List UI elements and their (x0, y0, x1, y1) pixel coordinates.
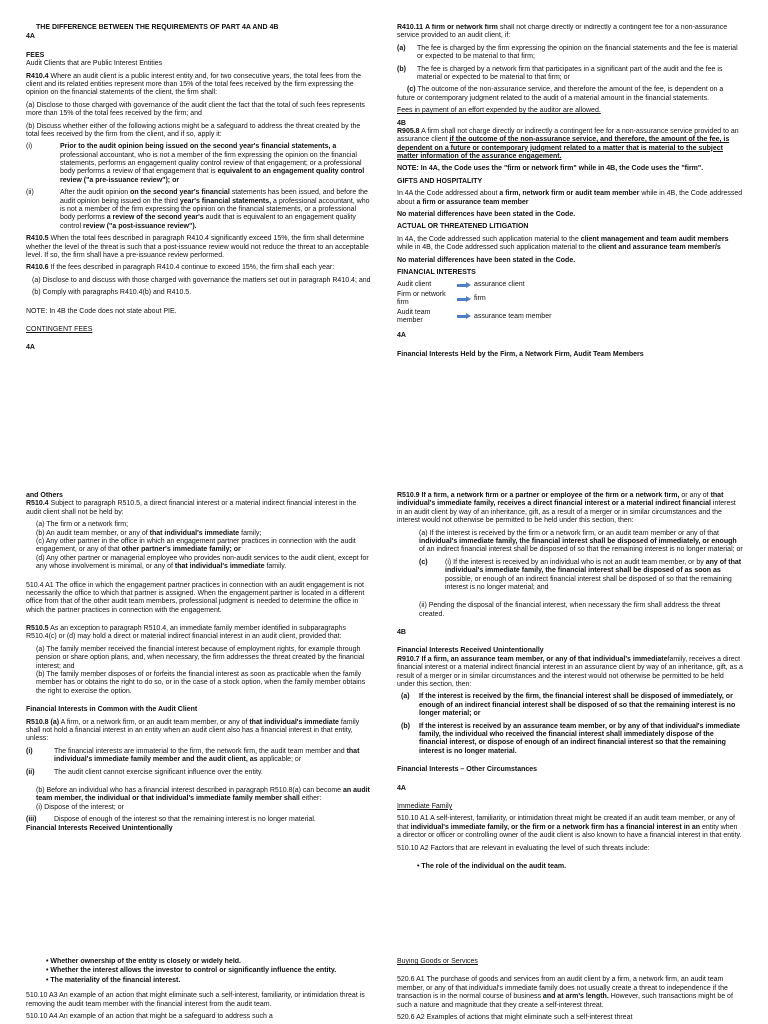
right-arrow-icon (457, 296, 471, 303)
doc-title: THE DIFFERENCE BETWEEN THE REQUIREMENTS OF PART 4A AND 4B (36, 24, 279, 31)
right-arrow-icon (457, 282, 471, 289)
para-r5104: R510.4 Subject to paragraph R510.5, a direct financial interest or a material indirect financial interest in the audit client shall not be held by: (26, 500, 357, 516)
para-5104-a1: 510.4 A1 The office in which the engagement partner practices in connection with an audit engagement is not necessarily the office to which that partner is assigned. When the engagement partner is located in a different office from that of the other audit team members, professional judgment is needed to determine the office in which the partner practices in connection with the engagement. (26, 581, 365, 614)
tag-4b: 4B (397, 119, 406, 127)
sub-item-ii: (ii) After the audit opinion on the second year's financial statements has been issued, and before the audit opinion being issued on the third year's financial statements, a professional accountant, who is not a member of the firm expressing the opinion on the financial statements, or a professional body performs a review of the second year's audit that is equivalent to an engagement quality control review ("a post-issuance review"). (26, 189, 370, 230)
para-r5108: R510.8 (a) A firm, or a network firm, or an audit team member, or any of that individual's immediate family shall not hold a financial interest in an entity when an audit client also has a financial interest in that entity, unless: (26, 718, 360, 743)
tag-4b-2: 4B (397, 629, 406, 637)
immediate-family-heading: Immediate Family (397, 802, 453, 810)
para-r5105: R510.5 As an exception to paragraph R510.4, an immediate family member identified in subparagraphs R510.4(c) or (d) may hold a direct or material indirect financial interest in an audit client, provided that: (26, 625, 346, 641)
r5108-iii: (iii) Dispose of enough of the interest so that the remaining interest is no longer material. (26, 816, 316, 824)
term-map-row: Firm or network firm firm (397, 290, 486, 307)
r5104-b: (b) An audit team member, or any of that individual's immediate family; (36, 529, 262, 537)
fees-effort-note: Fees in payment of an effort expended by the auditor are allowed. (397, 107, 601, 115)
para-r5109: R510.9 If a firm, a network firm or a partner or employee of the firm or a network firm, or any of that individual's immediate family, receives a direct financial interest or a material indirect financial interest in an audit client by way of an inheritance, gift, as a result of a merger or in similar circumstances and the interest would not otherwise be permitted to be held under this section, then: (397, 492, 736, 525)
para-r4105: R410.5 When the total fees described in paragraph R410.4 significantly exceed 15%, the firm shall determine whether the level of the threat is such that a post-issuance review would not reduce the threat to an acceptable level. If so, the firm shall have a pre-issuance review performed. (26, 235, 369, 259)
page-3 (0, 958, 768, 1024)
r5109-a: (a) If the interest is received by the firm or a network firm, or an audit team member or any of that individual's immediate family, the financial interest shall be disposed of immediately, or enough of an indirect financial interest shall be disposed of so that the remaining interest is no longer material; or (419, 529, 743, 554)
r5105-a: (a) The family member received the financial interest because of employment rights, for example through pension or share option plans, and, when necessary, the firm addresses the threat created by the financial interest; and (36, 645, 365, 670)
para-51010-a2: 510.10 A2 Factors that are relevant in evaluating the level of such threats include: (397, 844, 650, 852)
r5109-c: (c) (i) If the interest is received by an individual who is not an audit team member, or by any of that individual's immediate family, the financial interest shall be disposed of as soon as possible, or enough of an indirect financial interest shall be disposed of so that the remaining interest is no longer material; and (419, 558, 742, 591)
para-51010-a3: 510.10 A3 An example of an action that might eliminate such a self-interest, familiarity, or intimidation threat is removing the audit team member with the financial interest from the audit team. (26, 992, 365, 1008)
page-3-right-column (397, 958, 743, 1024)
r9107-b: (b) If the interest is received by an assurance team member, or by any of that individual's immediate family, the individual who received the financial interest shall immediately dispose of the financial interest, or dispose of enough of an indirect financial interest so that the remaining interest is no longer material. (401, 722, 741, 755)
page-3-left-column (26, 958, 372, 1024)
sub-item-i: (i) Prior to the audit opinion being issued on the second year's financial statements, a professional accountant, who is not a member of the firm expressing the opinion on the financial statements, performs an engagement quality control review of that engagement; or a professional body performs a review of that engagement that is equivalent to an engagement quality control review ("a pre-issuance review"); or (26, 143, 365, 184)
r5108-ii: (ii) The audit client cannot exercise significant influence over the entity. (26, 768, 263, 776)
term-map-row: Audit team member assurance team member (397, 308, 552, 324)
right-arrow-icon (457, 313, 471, 320)
para-r4106: R410.6 If the fees described in paragraph R410.4 continue to exceed 15%, the firm shall each year: (26, 264, 335, 272)
item-a: (a) Disclose to those charged with governance of the audit client the fact that the total of such fees represents more than 15% of the total fees received by the firm; and (26, 101, 365, 118)
tag-4a: 4A (26, 33, 35, 41)
para-r9107: R910.7 If a firm, an assurance team member, or any of that individual's immediatefamily, receives a direct financial interest or a material indirect financial interest in an assurance client by way of an inheritance, gift, as a result of a merger or in similar circumstances and the interest would not otherwise be permitted to be held under this section, then: (397, 655, 743, 689)
no-diff-1: No material differences have been stated in the Code. (397, 211, 576, 219)
bullet-control: • Whether the interest allows the investor to control or significantly influence the entity. (46, 967, 337, 975)
page-1-right-column (397, 24, 743, 444)
tag-4a-3: 4A (397, 784, 406, 792)
para-5206-a1: 520.6 A1 The purchase of goods and services from an audit client by a firm, a network firm, an audit team member, or any of that individual's immediate family does not usually create a threat to independence if the transaction is in the normal course of business and at arm's length. However, such transactions might be of such a nature and magnitude that they create a self-interest threat. (397, 976, 733, 1009)
fees-heading: FEES (26, 51, 45, 59)
page-1 (0, 24, 768, 444)
page-2 (0, 492, 768, 904)
page-2-right-column (397, 492, 743, 904)
r41011-a: (a) The fee is charged by the firm expressing the opinion on the financial statements and the fee is material or expected to be material to that firm; (397, 44, 738, 61)
tag-4a-right: 4A (397, 332, 406, 340)
litigation-para: In 4A, the Code addressed such application material to the client management and team audit members while in 4B, the Code addressed such application material to the client and assurance team member/s (397, 235, 729, 252)
note-firm: NOTE: In 4A, the Code uses the "firm or network firm" while in 4B, the Code uses the "firm". (397, 165, 704, 173)
r41011-b: (b) The fee is charged by a network firm that participates in a significant part of the audit and the fee is material or expected to be material to that firm; or (397, 65, 723, 81)
gifts-para: In 4A the Code addressed about a firm, network firm or audit team member while in 4B, the Code addressed about a firm or assurance team member (397, 190, 743, 206)
no-diff-2: No material differences have been stated in the Code. (397, 256, 576, 264)
r5108-b: (b) Before an individual who has a financial interest described in paragraph R510.8(a) can become an audit team member, the individual or that individual's immediate family member shall either: (36, 786, 370, 803)
para-5206-a2: 520.6 A2 Examples of actions that might eliminate such a self-interest threat (397, 1013, 633, 1021)
r4106-a: (a) Disclose to and discuss with those charged with governance the matters set out in paragraph R410.4; and (32, 276, 371, 284)
bullet-role: • The role of the individual on the audit team. (417, 862, 567, 870)
r5104-d: (d) Any other partner or managerial employee who provides non-audit services to the audit client, except for any whose involvement is minimal, or any of that individual's immediate family. (36, 554, 369, 571)
common-heading: Financial Interests in Common with the Audit Client (26, 706, 198, 714)
para-51010-a1: 510.10 A1 A self-interest, familiarity, or intimidation threat might be created if an audit team member, or any of that individual's immediate family, or the firm or a network firm has a financial interest in an entity when a director or officer or controlling owner of the audit client is also known to have a financial interest in that entity. (397, 815, 742, 840)
para-r4104: R410.4 Where an audit client is a public interest entity and, for two consecutive years, the total fees from the client and its related entities represent more than 15% of the total fees received by the firm expressing the opinion on the financial statements of the client, the firm shall: (26, 72, 362, 97)
unint-heading-4b: Financial Interests Received Unintentionally (397, 647, 544, 655)
held-heading: Financial Interests Held by the Firm, a Network Firm, Audit Team Members (397, 350, 644, 358)
page-2-left-column (26, 492, 372, 904)
buying-goods-heading: Buying Goods or Services (397, 958, 478, 965)
r5109-ii: (ii) Pending the disposal of the financial interest, when necessary the firm shall address the threat created. (419, 602, 721, 618)
gifts-heading: GIFTS AND HOSPITALITY (397, 177, 483, 185)
r5105-b: (b) The family member disposes of or forfeits the financial interest as soon as practicable when the family member has or obtains the right to do so, or in the case of a stock option, when the family member obtains the right to exercise the option. (36, 671, 366, 695)
r9107-a: (a) If the interest is received by the firm, the financial interest shall be disposed of immediately, or enough of an indirect financial interest shall be disposed of so that the remaining interest is no longer material; or (401, 693, 736, 718)
para-r9058: R905.8 A firm shall not charge directly or indirectly a contingent fee for a non-assurance service provided to an assurance client if the outcome of the non-assurance service, and therefore, the amount of the fee, is dependent on a future or contemporary judgment related to a matter that is material to the subject matter information of the assurance engagement. (397, 127, 739, 161)
term-map-row: Audit client assurance client (397, 281, 525, 289)
para-r41011: R410.11 A firm or network firm shall not charge directly or indirectly a contingent fee for a non-assurance service provided to an audit client, if: (397, 24, 728, 40)
r41011-c: (c) The outcome of the non-assurance service, and therefore the amount of the fee, is dependent on a future or contemporary judgment related to the audit of a material amount in the financial statements. (397, 86, 724, 102)
litigation-heading: ACTUAL OR THREATENED LITIGATION (397, 223, 529, 231)
bullet-materiality: • The materiality of the financial interest. (46, 976, 181, 984)
unintentional-heading: Financial Interests Received Unintentionally (26, 824, 173, 832)
r5104-a: (a) The firm or a network firm; (36, 521, 129, 529)
contingent-fees-heading: CONTINGENT FEES (26, 325, 93, 333)
tag-4a-2: 4A (26, 344, 35, 352)
bullet-ownership: • Whether ownership of the entity is closely or widely held. (46, 958, 241, 965)
r4106-b: (b) Comply with paragraphs R410.4(b) and R410.5. (32, 289, 192, 297)
other-circumstances-heading: Financial Interests – Other Circumstances (397, 766, 538, 774)
note-pie: NOTE: In 4B the Code does not state about PIE. (26, 307, 177, 315)
financial-interests-heading: FINANCIAL INTERESTS (397, 268, 476, 276)
fees-subheading: Audit Clients that are Public Interest Entities (26, 60, 163, 68)
para-51010-a4: 510.10 A4 An example of an action that might be a safeguard to address such a (26, 1012, 273, 1020)
item-b: (b) Discuss whether either of the following actions might be a safeguard to address the threat created by the total fees received by the firm from the client, and if so, apply it: (26, 122, 361, 138)
r5108-i: (i) The financial interests are immaterial to the firm, the network firm, the audit team member and that individual's immediate family member and the audit client, as applicable; or (26, 747, 360, 764)
and-others-heading: and Others (26, 492, 63, 499)
r5108-b-i: (i) Dispose of the interest; or (36, 803, 124, 811)
r5104-c: (c) Any other partner in the office in which an engagement partner practices in connection with the audit engagement, or any of that other partner's immediate family; or (36, 537, 356, 554)
page-1-left-column (26, 24, 372, 444)
